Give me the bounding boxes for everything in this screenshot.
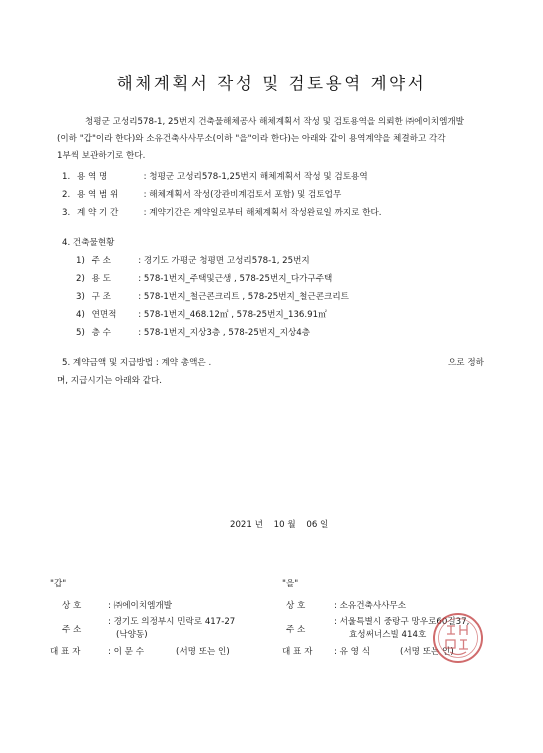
party-a-address-label: 주 소 [62,625,82,635]
payment-line-1: 5. 계약금액 및 지급방법 : 계약 총액은 . [62,358,212,368]
building-row-label: 주 소 [91,256,111,266]
building-row-label: 용 도 [91,274,111,284]
intro-line-1: 청평군 고성리578-1, 25번지 건축물해체공사 해체계획서 작성 및 검토용역을 의뢰한 ㈜에이치엠개발 [85,117,464,127]
item-3 [62,207,382,219]
intro-line-2: (이하 "갑"이라 한다)와 소유건축사사무소(이하 "을"이라 한다)는 아래와 같이 용역계약을 체결하고 각각 [57,134,446,144]
building-row-label: 연면적 [91,310,117,320]
item-1 [62,171,368,183]
building-row-area [76,309,327,321]
building-row-num: 4) [76,310,85,320]
party-a-sign-note: (서명 또는 인) [176,647,230,657]
item-1-num: 1. [62,172,71,182]
party-a-rep-label: 대 표 자 [50,647,81,657]
party-b-address-label: 주 소 [286,625,306,635]
building-row-num: 3) [76,292,85,302]
date-month-unit: 월 [287,520,296,530]
building-row-label: 구 조 [91,292,111,302]
item-2 [62,189,341,201]
date-month: 10 [273,520,285,530]
party-a-heading: "갑" [50,579,67,589]
payment-line-1-end: 으로 정하 [448,358,484,368]
party-b-company: : 소유건축사사무소 [334,601,407,611]
party-b-company-label: 상 호 [286,601,306,611]
intro-line-3: 1부씩 보관하기로 한다. [57,151,146,161]
party-a-rep: : 이 문 수 [108,647,144,657]
building-row-label: 층 수 [91,328,111,338]
party-a-company-label: 상 호 [62,601,82,611]
payment-line-2: 며, 지급시기는 아래와 같다. [57,376,162,386]
building-row-num: 2) [76,274,85,284]
building-heading: 4. 건축물현황 [62,238,115,248]
building-row-use [76,273,332,285]
party-a-company: : ㈜에이치엠개발 [108,601,173,611]
item-3-label: 계 약 기 간 [76,208,119,218]
party-b-sign-note: (서명 또는 인) [400,647,454,657]
date-year-unit: 년 [254,520,263,530]
building-row-value: : 578-1번지_지상3층 , 578-25번지_지상4층 [138,328,311,338]
building-row-value: : 578-1번지_468.12㎡ , 578-25번지_136.91㎡ [138,310,327,320]
contract-date [230,519,328,531]
item-2-num: 2. [62,190,71,200]
company-seal-stamp [432,612,484,664]
party-b-rep-label: 대 표 자 [282,647,313,657]
party-b-rep: : 유 영 식 [334,647,370,657]
item-1-label: 용 역 명 [76,172,108,182]
building-row-value: : 578-1번지_주택및근생 , 578-25번지_다가구주택 [138,274,333,284]
item-3-num: 3. [62,208,71,218]
date-year: 2021 [230,520,252,530]
building-row-value: : 578-1번지_철근콘크리트 , 578-25번지_철근콘크리트 [138,292,349,302]
building-row-address [76,255,310,267]
building-row-num: 1) [76,256,85,266]
building-row-floors [76,327,310,339]
party-b-heading: "을" [282,579,299,589]
party-b-address-2: 효성써너스빌 414호 [349,630,427,640]
date-day-unit: 일 [320,520,329,530]
item-2-value: : 해체계획서 작성(강관비계검토서 포함) 및 검토업무 [143,190,342,200]
item-3-value: : 계약기간은 계약일로부터 해체계획서 작성완료일 까지로 한다. [143,208,382,218]
party-b-address-1: : 서울특별시 중랑구 망우로60길37, [334,617,470,627]
building-row-num: 5) [76,328,85,338]
document-title: 해체계획서 작성 및 검토용역 계약서 [116,74,427,93]
building-row-structure [76,291,349,303]
party-a-address-1: : 경기도 의정부시 민락로 417-27 [108,617,236,627]
building-row-value: : 경기도 가평군 청평면 고성리578-1, 25번지 [138,256,310,266]
date-day: 06 [306,520,318,530]
party-a-address-2: (낙양동) [116,630,148,640]
item-2-label: 용 역 범 위 [76,190,119,200]
item-1-value: : 청평군 고성리578-1,25번지 해체계획서 작성 및 검토용역 [143,172,368,182]
